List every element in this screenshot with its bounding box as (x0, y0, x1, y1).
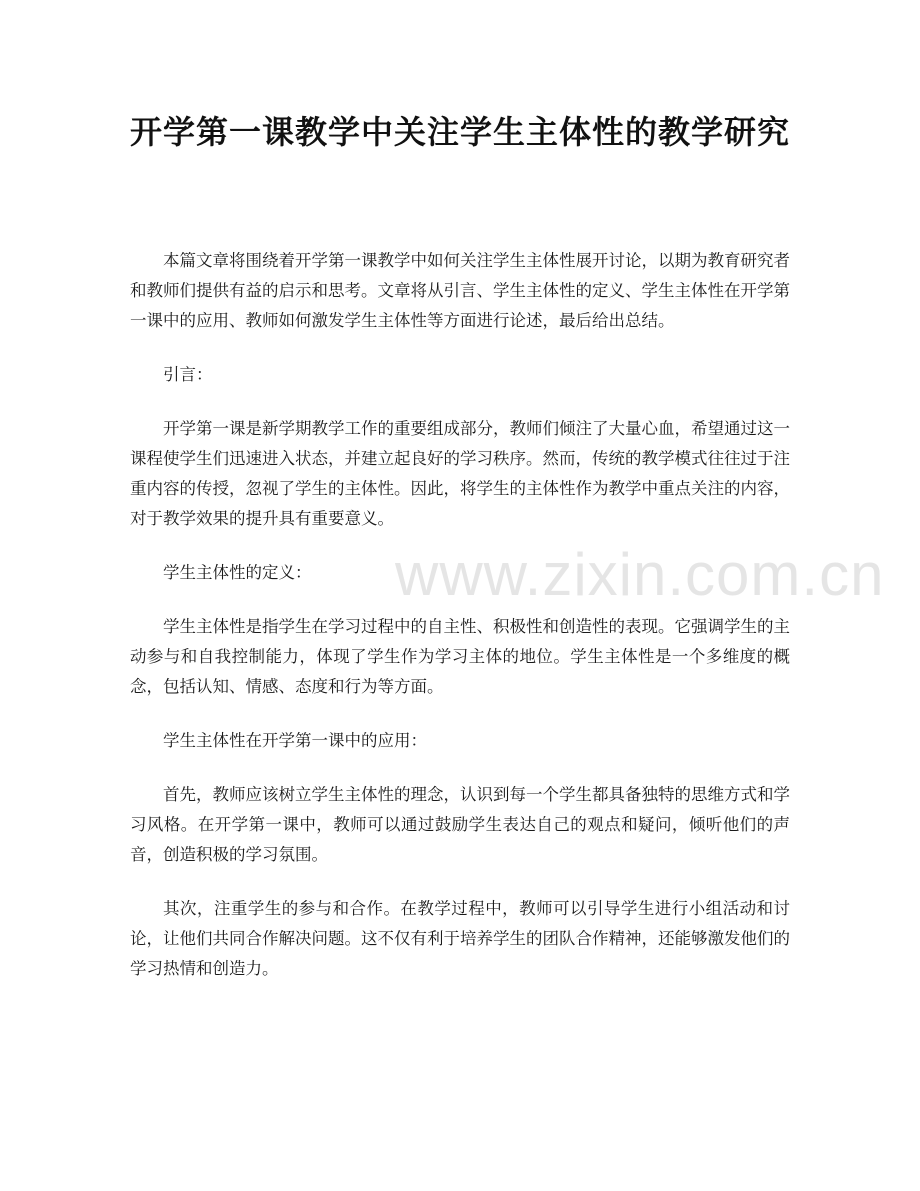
application-paragraph-first: 首先，教师应该树立学生主体性的理念，认识到每一个学生都具备独特的思维方式和学习风格。在开学第一课中，教师可以通过鼓励学生表达自己的观点和疑问，倾听他们的声音，创造积极的学习氛围。 (130, 785, 790, 864)
introduction-paragraph: 开学第一课是新学期教学工作的重要组成部分，教师们倾注了大量心血，希望通过这一课程使学生们迅速进入状态，并建立起良好的学习秩序。然而，传统的教学模式往往过于注重内容的传授，忽视了学生的主体性。因此，将学生的主体性作为教学中重点关注的内容，对于教学效果的提升具有重要意义。 (130, 419, 790, 528)
section-heading-definition: 学生主体性的定义： (163, 563, 312, 582)
application-paragraph-second: 其次，注重学生的参与和合作。在教学过程中，教师可以引导学生进行小组活动和讨论，让他们共同合作解决问题。这不仅有利于培养学生的团队合作精神，还能够激发他们的学习热情和创造力。 (130, 899, 790, 978)
document-title: 开学第一课教学中关注学生主体性的教学研究 (129, 113, 790, 151)
section-heading-introduction: 引言： (163, 365, 213, 384)
section-heading-application: 学生主体性在开学第一课中的应用： (163, 731, 427, 750)
intro-paragraph: 本篇文章将围绕着开学第一课教学中如何关注学生主体性展开讨论，以期为教育研究者和教师们提供有益的启示和思考。文章将从引言、学生主体性的定义、学生主体性在开学第一课中的应用、教师如何激发学生主体性等方面进行论述，最后给出总结。 (130, 251, 790, 330)
watermark: www.zixin.com.cn (395, 541, 885, 608)
definition-paragraph: 学生主体性是指学生在学习过程中的自主性、积极性和创造性的表现。它强调学生的主动参与和自我控制能力，体现了学生作为学习主体的地位。学生主体性是一个多维度的概念，包括认知、情感、态度和行为等方面。 (130, 617, 790, 696)
document-body (130, 246, 790, 1008)
